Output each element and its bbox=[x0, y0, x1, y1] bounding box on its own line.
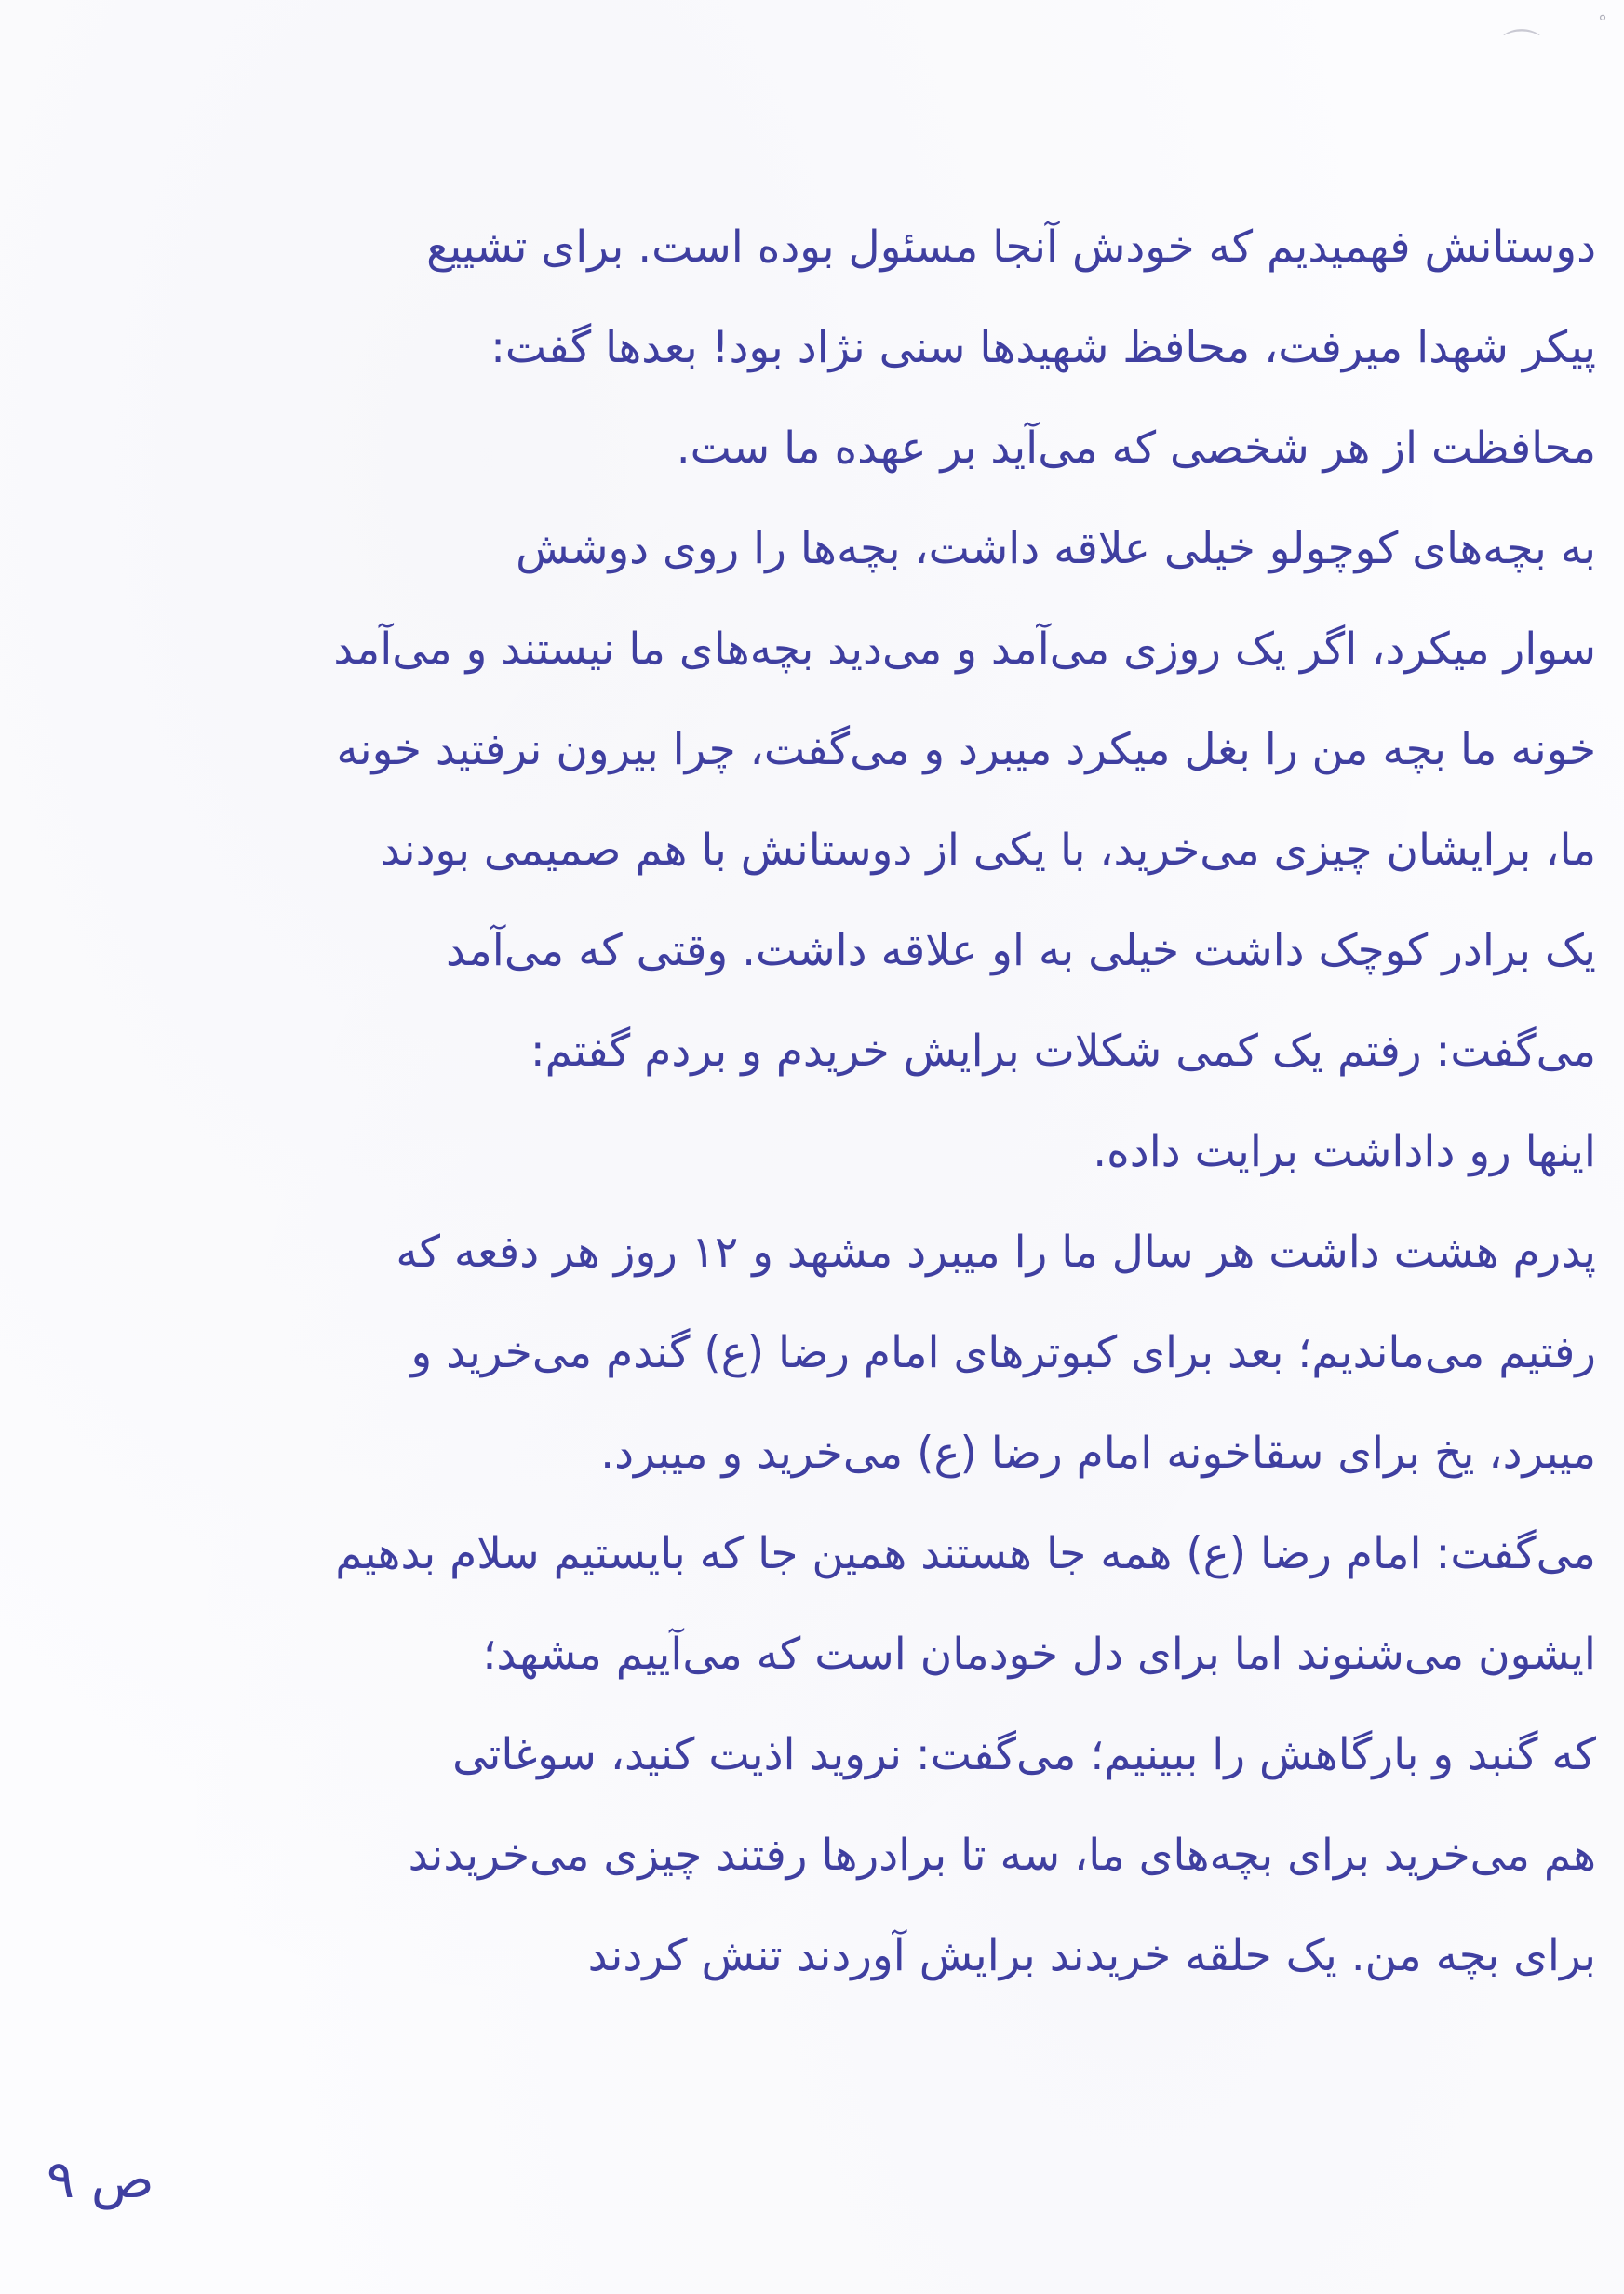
text-line: برای بچه من. یک حلقه خریدند برایش آوردند تنش کردند bbox=[587, 1930, 1596, 1981]
text-line: پدرم هشت داشت هر سال ما را میبرد مشهد و ۱۲ روز هر دفعه که bbox=[396, 1227, 1596, 1278]
text-line: رفتیم می‌ماندیم؛ بعد برای کبوترهای امام رضا (ع) گندم می‌خرید و bbox=[410, 1327, 1596, 1378]
text-line: یک برادر کوچک داشت خیلی به او علاقه داشت. وقتی که می‌آمد bbox=[445, 925, 1596, 976]
text-line: ما، برایشان چیزی می‌خرید، با یکی از دوستانش با هم صمیمی بودند bbox=[380, 825, 1596, 876]
page-number: ص ۹ bbox=[47, 2150, 154, 2210]
text-line: سوار میکرد، اگر یک روزی می‌آمد و می‌دید بچه‌های ما نیستند و می‌آمد bbox=[333, 624, 1596, 675]
handwritten-text-block bbox=[28, 197, 1596, 2006]
text-line: می‌گفت: امام رضا (ع) همه جا هستند همین جا که بایستیم سلام بدهیم bbox=[335, 1528, 1596, 1579]
text-line: محافظت از هر شخصی که می‌آید بر عهده ما ست. bbox=[676, 423, 1596, 474]
text-line: که گنبد و بارگاهش را ببینیم؛ می‌گفت: نروید اذیت کنید، سوغاتی bbox=[452, 1729, 1596, 1780]
text-line: خونه ما بچه من را بغل میکرد میبرد و می‌گفت، چرا بیرون نرفتید خونه bbox=[336, 724, 1596, 775]
text-line: ایشون می‌شنوند اما برای دل خودمان است که می‌آییم مشهد؛ bbox=[482, 1629, 1596, 1680]
text-line: دوستانش فهمیدیم که خودش آنجا مسئول بوده است. برای تشییع bbox=[426, 221, 1596, 273]
text-line: پیکر شهدا میرفت، محافظ شهیدها سنی نژاد بود! بعدها گفت: bbox=[490, 322, 1596, 373]
corner-stamp-mark: ⌒ bbox=[1503, 27, 1540, 70]
corner-dot-mark: ° bbox=[1598, 11, 1607, 34]
text-line: به بچه‌های کوچولو خیلی علاقه داشت، بچه‌ها را روی دوشش bbox=[516, 523, 1596, 574]
text-line: اینها رو داداشت برایت داده. bbox=[1093, 1126, 1596, 1177]
text-line: هم می‌خرید برای بچه‌های ما، سه تا برادرها رفتند چیزی می‌خریدند bbox=[408, 1830, 1596, 1881]
text-line: می‌گفت: رفتم یک کمی شکلات برایش خریدم و بردم گفتم: bbox=[530, 1026, 1596, 1077]
text-line: میبرد، یخ برای سقاخونه امام رضا (ع) می‌خرید و میبرد. bbox=[600, 1428, 1596, 1479]
